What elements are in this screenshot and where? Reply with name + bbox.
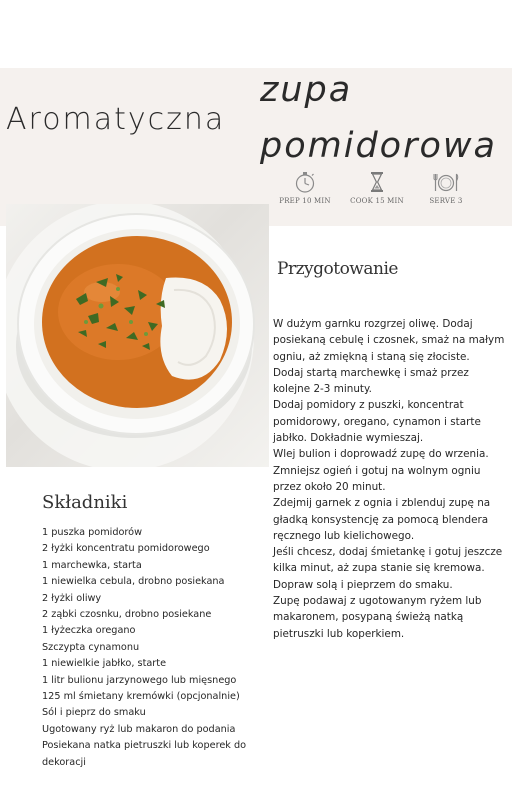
ingredient-item: 1 niewielkie jabłko, starte [42,658,167,670]
ingredient-item: 1 litr bulionu jarzynowego lub mięsnego [42,674,237,686]
ingredient-item: 2 ząbki czosnku, drobno posiekane [42,609,212,621]
meta-label-prep: PREP 10 MIN [279,197,331,205]
meta-cook [342,170,412,205]
hourglass-icon [365,170,389,194]
ingredients-list [42,525,267,771]
preparation-step: Wlej bulion i doprowadź zupę do wrzenia. Zmniejsz ogień i gotuj na wolnym ogniu przez około 20 minut. [273,448,489,493]
preparation-steps [273,316,509,642]
preparation-heading: Przygotowanie [277,259,398,279]
ingredient-item: 1 łyżeczka oregano [42,625,136,637]
meta-label-serve: SERVE 3 [429,197,463,205]
preparation-step: Dodaj startą marchewkę i smaż przez kolejne 2-3 minuty. [273,366,469,396]
ingredient-item: Sól i pieprz do smaku [42,707,146,719]
ingredient-item: 1 marchewka, starta [42,559,142,571]
meta-serve [411,170,481,205]
ingredients-heading: Składniki [42,492,128,513]
ingredient-item: 2 łyżki koncentratu pomidorowego [42,543,210,555]
ingredient-item: Ugotowany ryż lub makaron do podania [42,723,236,735]
meta-label-cook: COOK 15 MIN [350,197,404,205]
ingredient-item: 1 puszka pomidorów [42,527,143,538]
preparation-step: Dodaj pomidory z puszki, koncentrat pomidorowy, oregano, cynamon i starte jabłko. Dokładnie wymieszaj. [273,399,481,445]
meta-prep [270,170,340,205]
title-word-italic-2: pomidorowa [260,126,497,166]
plate-cutlery-icon [433,170,459,194]
ingredient-item: 125 ml śmietany kremówki (opcjonalnie) [42,691,240,703]
timer-icon [293,170,317,194]
ingredient-item: Szczypta cynamonu [42,641,140,653]
preparation-step: Zdejmij garnek z ognia i zblenduj zupę na gładką konsystencję za pomocą blendera ręcznego lub kielichowego. [273,497,491,542]
preparation-step: Jeśli chcesz, dodaj śmietankę i gotuj jeszcze kilka minut, aż zupa stanie się kremowa. [273,546,503,575]
title-word-italic-1: zupa [260,70,353,110]
preparation-step: W dużym garnku rozgrzej oliwę. Dodaj posiekaną cebulę i czosnek, smaż na małym ogniu, aż zmiękną i staną się złociste. [273,318,505,363]
soup-photo [6,204,269,467]
preparation-step: Dopraw solą i pieprzem do smaku. [273,578,453,591]
preparation-step: Zupę podawaj z ugotowanym ryżem lub makaronem, posypaną świeżą natką pietruszki lub koperkiem. [273,595,482,640]
ingredient-item: 2 łyżki oliwy [42,592,102,604]
soup-bowl-image [6,204,269,467]
ingredient-item: 1 niewielka cebula, drobno posiekana [42,576,225,588]
ingredient-item: Posiekana natka pietruszki lub koperek do dekoracji [42,740,247,768]
title-word-light: Aromatyczna [6,102,226,137]
